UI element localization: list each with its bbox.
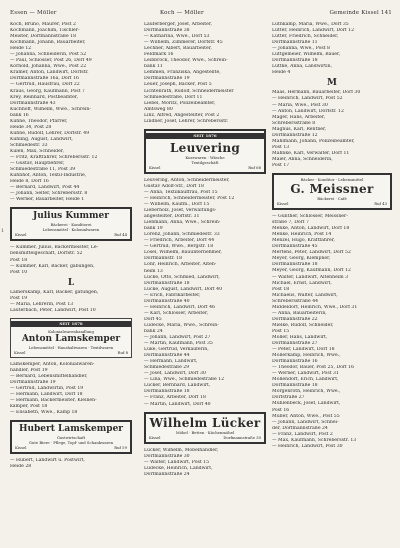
ad-stripe: SEIT 1878 [11,321,131,327]
column-2 [144,22,266,478]
directory-entry: Maas, Hermann, Bauarbeiter, Dorf 30 [272,90,361,96]
directory-entry: Lücker, Bernhard, Landwirt, [144,383,211,389]
ad-phone: Ruf 8 [117,349,128,355]
directory-entry: Lamerskamp, Karl, Bäcker, gätungen, [10,289,99,295]
directory-entry: der, Dorfmannstraße 24 [272,425,328,431]
directory-entry: — Anton, Landwirt, Dorfstr. 12 [272,108,344,114]
ad-address: Kissel [149,434,161,440]
entry-list [10,245,132,275]
directory-entry: Lücker, Wilhelm, Möbelhändler, [144,447,219,453]
directory-entry: Heide 8, Dorf 16 [10,179,49,185]
ad-address: Kissel [149,164,161,170]
directory-entry: Schrebersstraße 44 [272,298,319,304]
directory-entry: Heide 4 [272,70,291,76]
directory-entry: — Gertrud, Hausfrau, Dorf 22 [10,82,80,88]
ad-title: Leuvering [169,140,241,155]
directory-entry: — Hermann, Bäckermeister, Kleinen- [10,398,97,404]
directory-entry: Kornold, Johanna, Wwe., Post 22 [10,64,87,70]
directory-entry: Dorfmannstraße 11 [272,40,318,46]
directory-entry: — Heinrich, Landwirt, Dorf 46 [144,304,216,310]
directory-entry: Lieberholz, Josef, Verwaltungs- [144,208,217,214]
directory-entry: — Karl, Schlosser, Arbeiter, [144,310,209,316]
ad-subtitle: Gastwirtschaft [56,435,86,441]
directory-entry: Feldmark 16 [144,52,174,58]
directory-entry: — Johann, Selter, Schrebersstr. 8 [10,191,88,197]
entry-list [272,214,392,450]
directory-entry: — Paul, Schlosser, Post 26, Dorf 49 [10,58,92,64]
directory-entry: Post 18 [272,286,290,292]
directory-entry: Kuchhoff, Wilhelm, Wwe., Schrein- [10,106,91,112]
ad-leuvering [144,129,266,174]
directory-entry: Meister, Dorfmannstraße 18 [10,34,77,40]
directory-entry: — Hermann, Landwirt, [144,359,198,365]
directory-entry: — Franz, Arbeiter, Dorf 18 [144,395,206,401]
directory-entry: — Anna, Textilkauffrau, Post 15 [144,189,218,195]
directory-entry: — Wilhelm, Kaufm., Dorf 15 [144,201,210,207]
directory-entry: Koch, Bruno, Maurer, Post 2 [10,22,76,27]
ad-hubert-lamskemper [10,420,132,454]
directory-entry: — Martin, Kaufmann, Post 35 [144,341,213,347]
directory-entry: — Hubert, Landwirt u. Postwirt, [10,458,85,464]
directory-entry: — Franz, Landwirt, Post 2 [272,431,333,437]
directory-entry: Dorfmannstraße 18 [144,389,190,395]
directory-entry: Lücke, Otto, Schmied, Landwirt, [144,274,220,280]
directory-entry: — Kummer, Karl, Bäcker, gäbungen, [10,263,95,269]
directory-entry: Lüttke, Anna, Landwirtin, [272,64,333,70]
directory-entry: Kühne, Theodor, Pfarrer, [10,118,68,124]
ad-g-meissner [272,173,392,210]
entry-list [272,22,392,76]
ad-line: Lebensmittel · Haushaltwaren · Textilwaren [28,344,114,350]
directory-entry: Külen, Max, Schneider, [10,148,64,154]
directory-entry: bensmittelgeschäft, Dorfstr. 52 [10,251,83,257]
directory-entry: Lutter, Heinrich, Landwirt, Dorf 12 [272,28,355,34]
directory-entry: Dorf 45 [144,316,162,322]
directory-entry: Schmiedestraße 29 [144,365,190,371]
directory-entry: Dorfmannstraße 38 [144,28,190,34]
ad-address: Kissel [14,349,26,355]
directory-entry: — Elisabeth, Wwe., Kamp 18 [10,410,78,416]
ad-subtitle: Kolonialwarenhandlung [48,328,94,334]
directory-entry: Schrebersstraße 8 [272,120,316,126]
directory-entry: — Kummer, Julius, Bäckermeister, Le- [10,245,99,251]
entry-list [10,290,132,314]
directory-entry: Dorfmannstraße 44 [144,353,190,359]
directory-entry: Middeldorf, Heinrich, Wwe., Dorf 31 [272,304,358,310]
margin-mark: 1 [1,228,5,234]
directory-entry: Dorfmannstraße 16a, Dorf 16 [10,76,79,82]
directory-entry: Lauferberger, Josef, Arbeiter, [144,22,212,27]
ad-wilhelm-luecker [144,412,266,444]
directory-entry: — Maria, Lehrerin, Post 13 [10,301,74,307]
directory-entry: kamper, Post 18 [10,404,48,410]
ad-subtitle: Bäckerei · Café [317,196,347,202]
directory-entry: — Walter, Landwirt, Post 15 [144,459,209,465]
ad-line: Gute Biere · Pflege, Topf- und Schankwaren [28,440,114,446]
directory-entry: — Gertrud, Landwirtin, Post 19 [10,386,84,392]
column-1 [10,22,132,470]
directory-entry: — Johann, Landwirt, Post 27 [144,335,211,341]
column-3 [272,22,392,450]
ad-top-line: Bäcker · Konditor · Lebensmittel [300,177,364,183]
directory-entry: Lüdecke, Heinrich, Landwirt, [144,465,213,471]
directory-entry: Dorfmannstraße 43 [10,100,56,106]
directory-entry: Schmiedestraße, Dorf 11 [144,94,203,100]
ad-stripe: SEIT 1876 [146,133,264,139]
directory-entry: — Werner, Bauarbeiter, Heide 1 [10,197,85,203]
directory-entry: Dorfmannstraße 16 [272,359,318,365]
directory-entry: — Friedrich, Arbeiter, Dorf 44 [144,238,215,244]
directory-entry: Lutter, Friedrich, Schneider, [272,34,339,40]
directory-entry: bank 24 [144,328,163,334]
directory-entry: — Gustav, Hauptlehrer, [10,161,65,167]
directory-entry: Dorfmannstraße 18 [272,262,318,268]
directory-entry: — Erich, Fabrikarbeiter, [144,292,201,298]
page-header [10,6,392,20]
directory-entry: Michaelis, Walter, Landwirt, [272,292,338,298]
directory-entry: Dorfmannstraße 18 [144,280,190,286]
ad-phone: Ruf 43 [374,201,387,207]
ad-footer [15,445,127,450]
ad-title: Wilhelm Lücker [149,415,261,430]
directory-entry: Michael, Ernst, Landwirt, [272,280,332,286]
directory-entry: Post 10 [10,269,28,275]
directory-entry: Magnus, Karl, Rentner, [272,126,327,132]
directory-entry: Lüdecke, Maria, Wwe., Schrein- [144,322,219,328]
directory-entry: händler, Post 19 [10,367,48,373]
directory-entry: Dorfmannstraße 18 [272,383,318,389]
directory-entry: — Heinrich, Landwirt, Post 52 [272,96,343,102]
ad-address: Kissel [15,445,27,451]
directory-entry: Dorfmannstr. 18 [144,256,183,262]
ad-footer [149,165,261,170]
directory-entry: Heide 28 [10,464,32,470]
directory-entry: Lemmen, Franziska, Angestellte, [144,70,221,76]
directory-entry: Krämer, Anton, Landwirt, Dorfstr. [10,70,89,76]
directory-entry: Möllerkamp, Heinrich, Wwe., [272,353,341,359]
directory-entry: bank 11 [144,64,163,70]
section-letter: M [327,78,337,89]
ad-phone: Dorfmannstraße 30 [223,434,261,440]
directory-entry: Liebel, Moritz, Polizeibeamter, [144,100,216,106]
directory-entry: Schmiedestr. 33 [10,142,48,148]
directory-entry: — Lina, Wwe., Schmiedestraße 12 [144,377,225,383]
directory-entry: bank 16 [10,112,29,118]
directory-entry: Lechner, Albert, Bauarbeiter, [144,46,212,52]
directory-entry: Leibbrock, Theodor, Wwe., Schrein- [144,58,228,64]
directory-entry: Dorfmannstraße 24 [144,471,190,477]
directory-entry: Dorfstraße 27 [272,395,305,401]
directory-entry: Lüttgemeier, Wilhelm, Bauer, [272,52,341,58]
ad-anton-lamskemper [10,318,132,358]
directory-entry: Heide 34, Post 28 [10,124,52,130]
directory-entry: — Hermann, Landwirt, Dorf 18 [10,392,83,398]
directory-entry: Lichtenrath, Rudolf, Schneidermeister [144,88,234,94]
ad-title: Hubert Lamskemper [18,424,124,435]
directory-entry: Menzel, Hugo, Kraftfahrer, [272,238,335,244]
directory-entry: Dorfmannstraße 19 [10,379,56,385]
directory-entry: Linz, Alfred, Angestellter, Post 2 [144,112,220,118]
directory-entry: Dorfmannstraße 27 [272,341,318,347]
ad-line: Lebensmittel · Kolonialwaren [42,227,100,233]
directory-entry: Post 19 [10,295,28,301]
directory-entry: — Bernard, Lebensmittelhändler, [10,373,88,379]
entry-list [10,458,132,470]
directory-entry: Heide 12 [10,46,32,52]
ad-subtitle: Kurzwaren · Wäsche [185,154,225,160]
directory-entry: Liebmann, Anna, Wwe., Schrein- [144,220,221,226]
directory-entry: — Bernard, Landwirt, Post 44 [10,185,80,191]
directory-entry: — Martin, Landwirt, Dorf 40 [144,401,211,407]
directory-entry: Leuvering, Anton, Schneidermeister, [144,177,230,183]
directory-entry: — Heinrich, Landwirt, Post 30 [272,443,343,449]
directory-entry: Post 15 [272,328,290,334]
entry-list [10,362,132,416]
directory-entry: — Max, Kaufmann, Schrebersstr. 13 [272,437,357,443]
directory-entry: Post 18 [10,257,28,263]
directory-entry: Post 16 [272,407,290,413]
directory-entry: Mühlenbeck, Josef, Landwirt, [272,401,341,407]
directory-entry: Leuer, Joseph, Bäcker, Post 5 [144,82,212,88]
entry-list [144,178,266,408]
ad-footer [149,435,261,440]
directory-entry: Lindner, Josef, Lehrer, Schrebersstr. [144,118,229,124]
directory-entry: Kochmann, Johann, Bauarbeiter, [10,40,86,46]
directory-entry: — Theodor, Bauer, Post 25, Dorf 16 [272,365,355,371]
directory-entry: — Maria, Wwe., Post 30 [272,102,328,108]
directory-entry: Möller, Hans, Landwirt, [272,334,328,340]
directory-entry: — Wilhelm, Zimmerer, Dorfstr. 45 [144,40,223,46]
directory-entry: heim 13 [144,268,163,274]
ad-footer [14,350,128,355]
directory-entry: — Johann, Landwirt, Schnei- [272,419,339,425]
directory-entry: straße 7, Dorf 7 [272,220,309,226]
entry-list [272,90,392,169]
directory-entry: Dorfmannstraße 22 [272,316,318,322]
directory-entry: — Fritz, Kraftfahrer, Schrebersstr. 12 [10,155,98,161]
directory-entry: Kühling, August, Landwirt, [10,136,73,142]
ad-title: Anton Lamskemper [21,333,121,344]
directory-entry: Lüke, Gertrud, Verkäuferin, [144,347,209,353]
directory-entry: Mahnke, Karl, Verwalter, Dorf 11 [272,150,350,156]
directory-entry: Mertens, Peter, Landwirt, Dorf 52 [272,250,351,256]
header-right: Gemeinde Kissel 141 [329,10,392,16]
directory-entry: Meyer, Georg, Kaufmann, Dorf 12 [272,268,351,274]
directory-entry: — Peter, Landwirt, Dorf 18 [272,347,335,353]
directory-entry: Post 17 [272,162,290,168]
directory-entry: Dorfmannstraße 30 [144,453,190,459]
ad-subtitle: Bäckerei · Konditorei [50,222,92,228]
ad-title: G. Meissner [290,182,374,197]
directory-entry: Gustav Adolf-Str., Dorf 18 [144,183,204,189]
directory-entry: Meyer, Georg, Klempner, [272,256,331,262]
directory-entry: Lauterbach, Peter, Landwirt, Post 10 [10,307,96,313]
directory-entry: — Werner, Landwirt, Post 31 [272,371,339,377]
directory-entry: Dorfmannstraße 19 [144,76,190,82]
section-letter: L [67,277,75,288]
directory-entry: — Johanna, Wwe., Post 8 [272,46,330,52]
directory-entry: Mielke, Rudolf, Schneider, [272,322,334,328]
directory-entry: — Heinrich, Schneidermeister, Post 12 [144,195,235,201]
directory-entry: Lorenz, Johann, Schmiedestr. 33 [144,232,220,238]
header-left: Essen — Möller [10,10,57,16]
ad-subtitle: Möbel · Betten · Küchenmöbel [175,429,235,435]
directory-entry: — Walter, Landwirt, Altenheim 3 [272,274,349,280]
directory-entry: — Josef, Landwirt, Dorf 30 [144,371,206,377]
directory-entry: Dorfmannstraße 12 [272,132,318,138]
directory-entry: Kühnhof, Anton, Textil-Industrie, [10,173,87,179]
directory-entry: Maier, Anna, Schneiderin, [272,156,333,162]
directory-page [10,6,392,542]
ad-title: Julius Kummer [32,211,110,222]
directory-entry: Menke, Heinrich, Post 14 [272,232,332,238]
directory-entry: Löhr, Heinrich, Arbeiter, Alten- [144,262,217,268]
ad-footer [15,232,127,237]
ad-line: Textilgeschäft [191,159,219,165]
directory-entry: Dorfmannstraße 45 [272,244,318,250]
ad-footer [277,201,387,206]
directory-entry: Krey, Reinhard, Postbeamter, [10,94,78,100]
directory-entry: Mager, Hans, Arbeiter, [272,114,326,120]
directory-entry: Morgenroth, Heinrich, Wwe., [272,389,341,395]
directory-entry: Müller, Anton, Wwe., Post 55 [272,413,340,419]
directory-entry: Kochmann, Joachim, Tischler- [10,28,80,34]
ad-phone: Ruf 44 [114,232,127,238]
entry-list [144,448,266,478]
directory-entry: Post 13 [272,144,290,150]
directory-entry: Lamskemper, Anton, Kolonialwaren- [10,361,95,367]
directory-entry: Menke, Anton, Landwirt, Dorf 18 [272,226,350,232]
header-center: Koch — Möller [160,10,204,16]
directory-entry: — Günther, Schlosser, Meissner- [272,214,348,220]
directory-entry: bank 19 [144,226,163,232]
directory-entry: Schmiedestraße 11, Post 39 [10,167,76,173]
directory-entry: Kraus, Georg, Kaufmann, Post 7 [10,88,85,94]
directory-entry: — Anna, Bauarbeiterin, [272,310,327,316]
directory-entry: Möllendorf, Erich, Landwirt, [272,377,339,383]
directory-entry: Dorfmannstraße 40 [144,298,190,304]
directory-entry: Lüthkamp, Maria, Wwe., Dorf 35 [272,22,349,27]
directory-entry: Lösel, Wilhelm, Bauunternehmer, [144,250,222,256]
directory-entry: Kühne, Rudolf, Lehrer, Dorfstr. 49 [10,130,90,136]
directory-entry: — Katharina, Wwe., Dorf 53 [144,34,210,40]
ad-phone: Ruf 68 [248,164,261,170]
entry-list [144,22,266,125]
ad-julius-kummer [10,207,132,241]
ad-address: Kissel [15,232,27,238]
directory-entry: angestellter, Dorfstr. 31 [144,214,200,220]
ad-phone: Ruf 59 [114,445,127,451]
directory-entry: — Gertrud, Wwe., Bergstr. 18 [144,244,214,250]
directory-entry: Lücke, August, Landwirt, Dorf 40 [144,286,223,292]
directory-entry: Amtsweg 80 [144,106,173,112]
entry-list [10,22,132,203]
directory-entry: Mahlmann, Johann, Polizeibeamter, [272,138,355,144]
ad-address: Kissel [277,201,289,207]
directory-entry: Dorfmannstraße 18 [272,58,318,64]
directory-entry: — Johanna, Schneiderin, Post 52 [10,52,87,58]
